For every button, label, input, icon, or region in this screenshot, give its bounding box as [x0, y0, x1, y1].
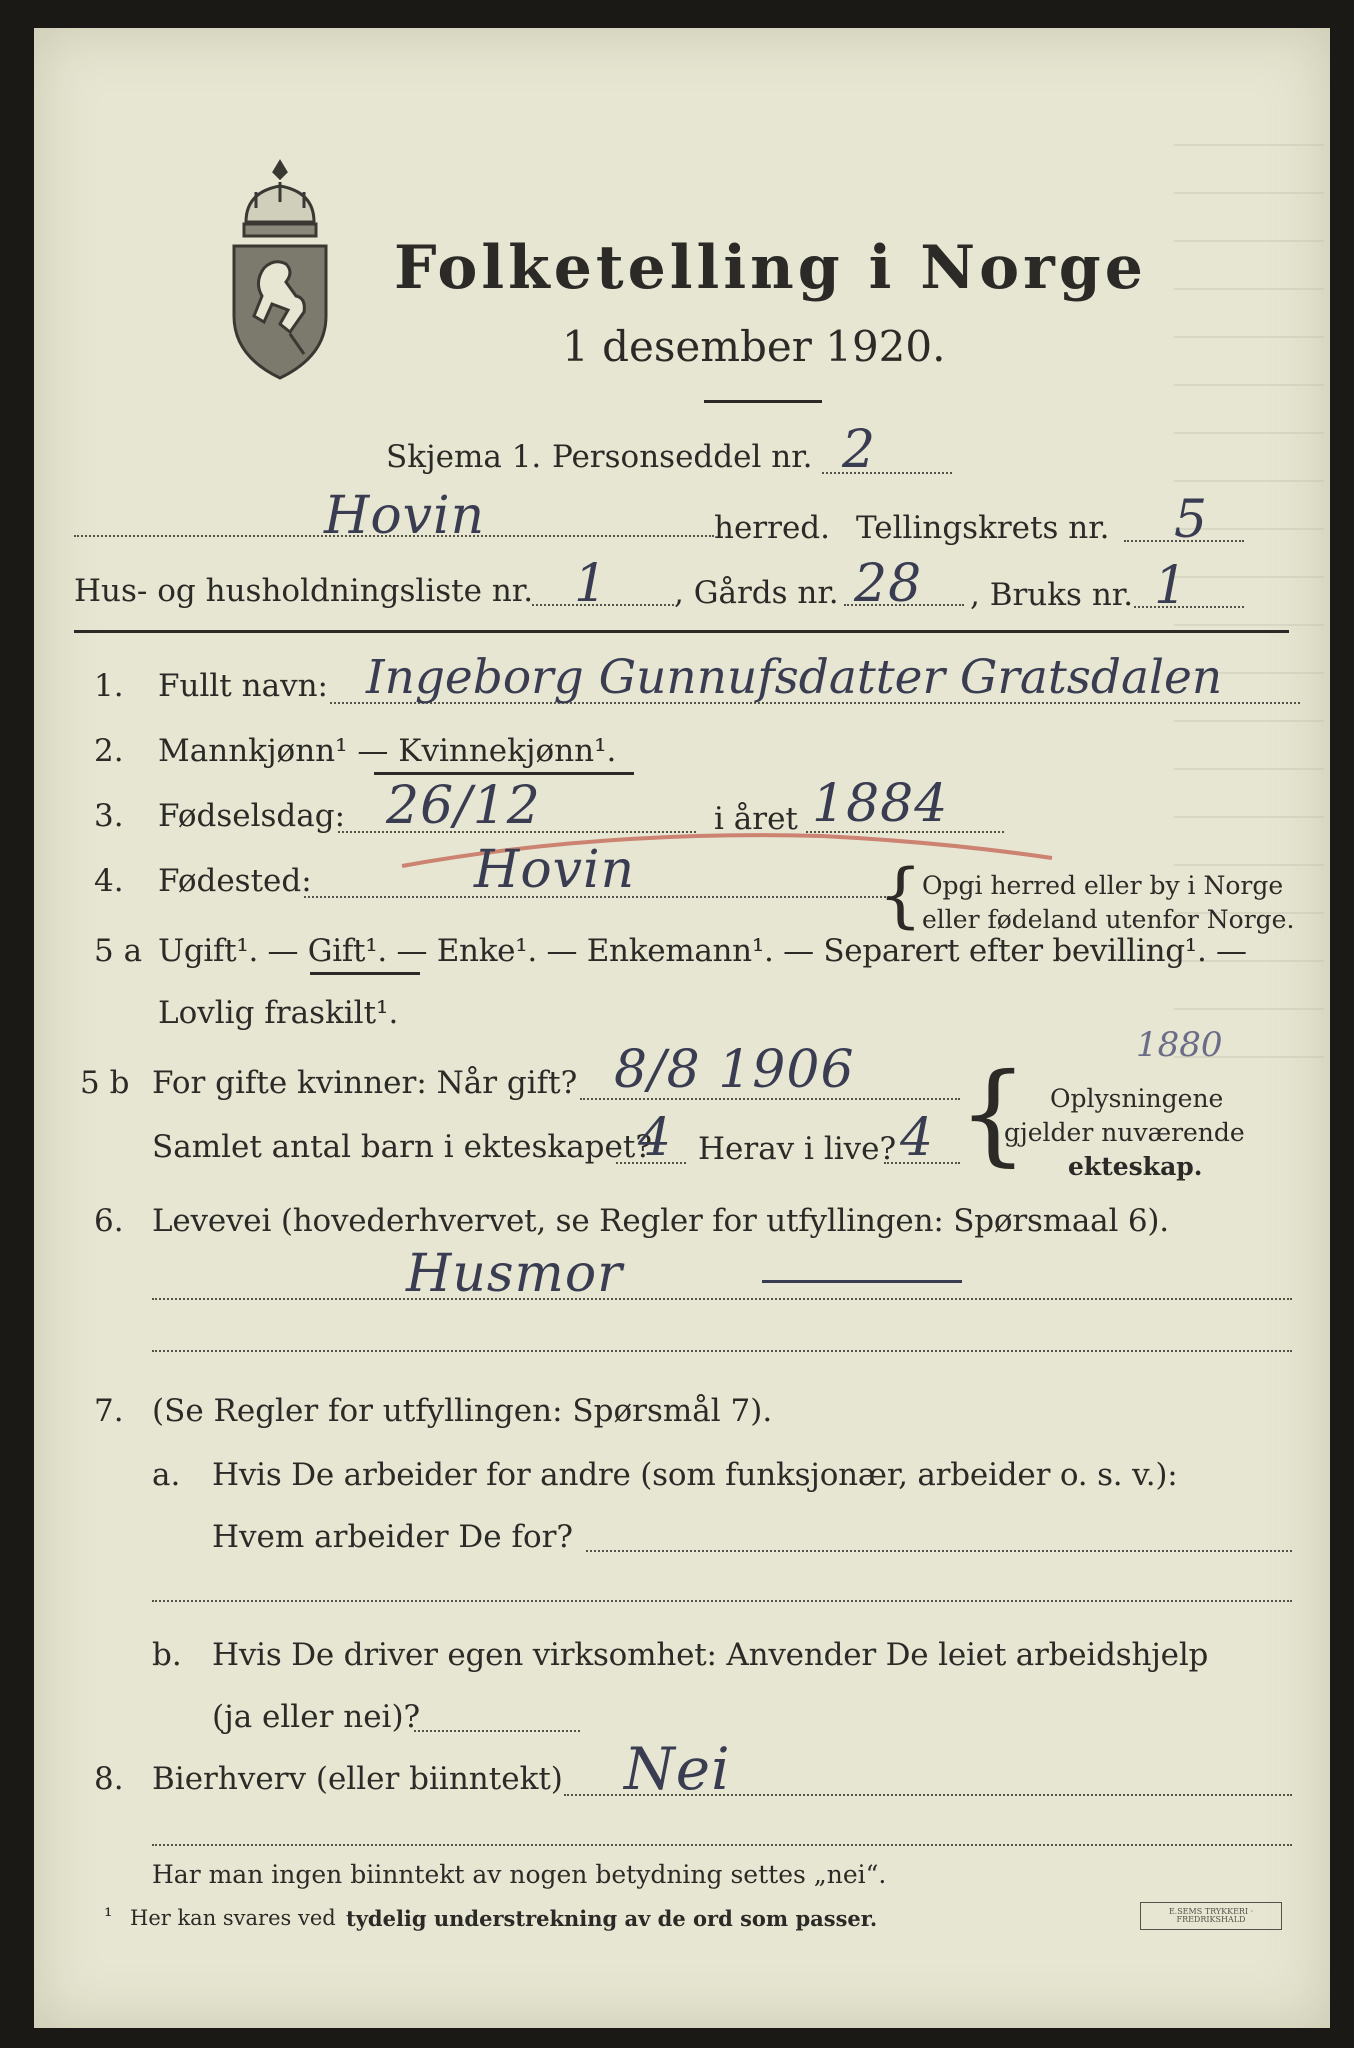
q7a-answer-line2[interactable] — [152, 1600, 1292, 1602]
gift-underline — [310, 972, 420, 975]
q6-line2 — [152, 1350, 1292, 1352]
bruks-line — [1134, 606, 1244, 608]
q4-label: Fødested: — [158, 863, 312, 899]
census-form-sheet — [34, 28, 1330, 2028]
occupation-value[interactable]: Husmor — [406, 1244, 623, 1304]
q7b-line1: Hvis De driver egen virksomhet: Anvender De leiet arbeidshjelp — [212, 1637, 1209, 1673]
q5a-number: 5 a — [94, 933, 143, 969]
form-title: Folketelling i Norge — [394, 233, 1147, 303]
q6-number: 6. — [94, 1203, 124, 1239]
tellingskrets-label: Tellingskrets nr. — [856, 510, 1110, 546]
q7a-letter: a. — [152, 1457, 181, 1493]
husliste-value[interactable]: 1 — [574, 554, 609, 614]
printer-stamp — [1140, 1902, 1282, 1930]
q7b-line2: (ja eller nei)? — [212, 1699, 421, 1735]
personseddel-label: Personseddel nr. — [552, 439, 813, 475]
q5b-label1: For gifte kvinner: Når gift? — [152, 1065, 578, 1101]
tellingskrets-value[interactable]: 5 — [1174, 490, 1209, 550]
q4-note-line1: Opgi herred eller by i Norge — [922, 871, 1284, 900]
q8-note: Har man ingen biinntekt av nogen betydning settes „nei“. — [152, 1860, 887, 1889]
q7-label: (Se Regler for utfyllingen: Spørsmål 7). — [152, 1393, 773, 1429]
bruks-value[interactable]: 1 — [1154, 556, 1189, 616]
q8-number: 8. — [94, 1761, 124, 1797]
footnote-bold: tydelig understrekning av de ord som passer. — [346, 1906, 878, 1931]
q2-number: 2. — [94, 733, 124, 769]
norwegian-lion-coat-of-arms-icon — [224, 158, 336, 388]
children-alive-value[interactable]: 4 — [900, 1108, 935, 1168]
q5b-note-line2: gjelder nuværende — [1004, 1118, 1245, 1147]
q4-number: 4. — [94, 863, 124, 899]
q3-year-label: i året — [714, 801, 798, 837]
q6-line1 — [152, 1298, 1292, 1300]
pencil-note-1880: 1880 — [1136, 1025, 1223, 1065]
q7a-line1: Hvis De arbeider for andre (som funksjonær, arbeider o. s. v.): — [212, 1457, 1178, 1493]
q7-number: 7. — [94, 1393, 124, 1429]
footnote-text: Her kan svares ved — [130, 1906, 336, 1930]
q8-label: Bierhverv (eller biinntekt) — [152, 1761, 563, 1797]
birth-day-value[interactable]: 26/12 — [386, 776, 541, 836]
q3-label: Fødselsdag: — [158, 798, 346, 834]
children-total-value[interactable]: 4 — [638, 1108, 673, 1168]
husliste-label: Hus- og husholdningsliste nr. — [74, 573, 534, 609]
printer-stamp-text: E.SEMS TRYKKERI · FREDRIKSHALD — [1168, 1907, 1254, 1924]
q6-label: Levevei (hovederhvervet, se Regler for utfyllingen: Spørsmaal 6). — [152, 1203, 1169, 1239]
herred-value[interactable]: Hovin — [324, 486, 486, 546]
section-rule — [74, 630, 1289, 633]
title-divider — [704, 400, 822, 403]
q5b-note-line1: Oplysningene — [1050, 1084, 1224, 1113]
birth-year-value[interactable]: 1884 — [812, 774, 949, 834]
kvinnekjonn-underline — [374, 772, 634, 775]
q5a-line1: Ugift¹. — Gift¹. — Enke¹. — Enkemann¹. — Separert efter bevilling¹. — — [158, 933, 1247, 969]
q5a-line2: Lovlig fraskilt¹. — [158, 995, 399, 1031]
bruks-label: , Bruks nr. — [970, 577, 1134, 613]
q8-line2 — [152, 1844, 1292, 1846]
q4-note-line2: eller fødeland utenfor Norge. — [922, 905, 1295, 934]
q5b-note-line3: ekteskap. — [1068, 1152, 1203, 1181]
herred-label: herred. — [714, 510, 830, 546]
skjema-label: Skjema 1. — [386, 439, 542, 475]
q5b-label2: Samlet antal barn i ekteskapet? — [152, 1129, 652, 1165]
birthplace-value[interactable]: Hovin — [474, 840, 636, 900]
q1-label: Fullt navn: — [158, 668, 328, 704]
q7b-answer-line[interactable] — [414, 1730, 580, 1732]
footnote-mark: ¹ — [104, 1904, 113, 1928]
gards-label: , Gårds nr. — [674, 575, 839, 611]
q5b-note-brace: { — [958, 1049, 1028, 1177]
married-date-value[interactable]: 8/8 1906 — [614, 1040, 855, 1100]
full-name-value[interactable]: Ingeborg Gunnufsdatter Gratsdalen — [366, 650, 1223, 705]
q3-number: 3. — [94, 798, 124, 834]
q1-number: 1. — [94, 668, 124, 704]
form-date: 1 desember 1920. — [562, 322, 946, 371]
q2-label: Mannkjønn¹ — Kvinnekjønn¹. — [158, 733, 617, 769]
q7a-answer-line[interactable] — [586, 1550, 1292, 1552]
personseddel-value[interactable]: 2 — [842, 420, 877, 480]
q7b-letter: b. — [152, 1637, 182, 1673]
q5b-label3: Herav i live? — [698, 1131, 897, 1167]
q4-note-brace: { — [878, 854, 923, 936]
side-income-value[interactable]: Nei — [624, 1735, 731, 1803]
q7a-line2: Hvem arbeider De for? — [212, 1519, 574, 1555]
q5b-number: 5 b — [80, 1065, 130, 1101]
occupation-dash-stroke — [762, 1280, 962, 1283]
gards-value[interactable]: 28 — [854, 554, 923, 614]
